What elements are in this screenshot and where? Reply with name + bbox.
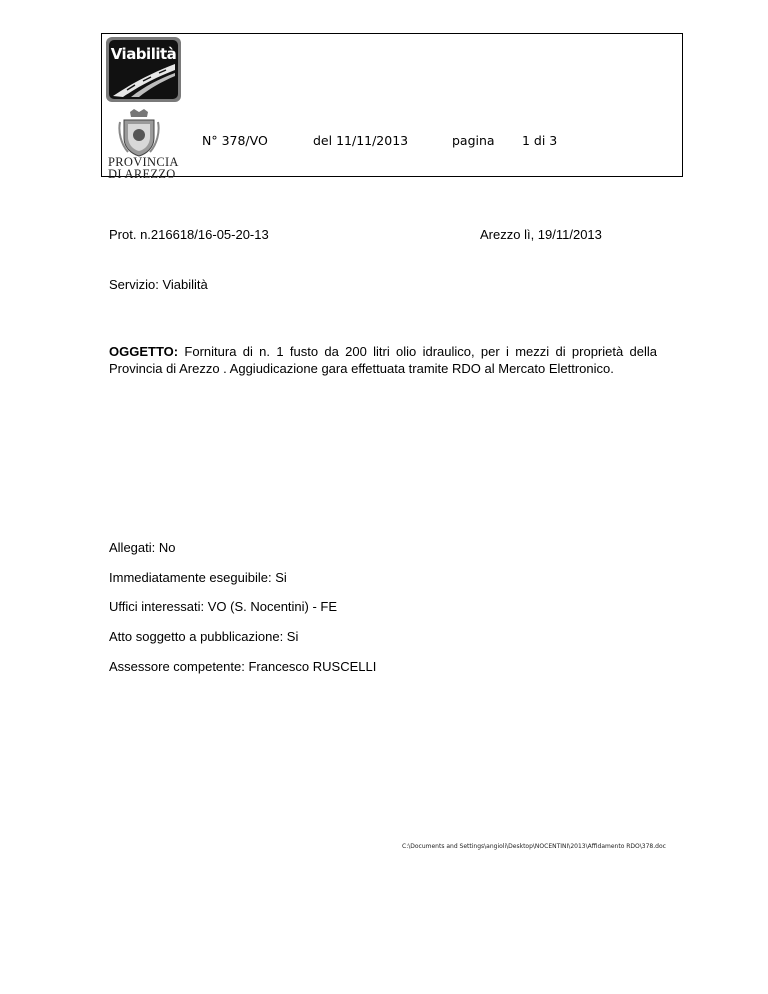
- header-box: [101, 33, 683, 177]
- subject-text: Fornitura di n. 1 fusto da 200 litri olio idraulico, per i mezzi di proprietà della Provincia di Arezzo . Aggiudicazione gara effettuata tramite RDO al Mercato Elettronico.: [109, 344, 657, 376]
- file-path: C:\Documents and Settings\angioli\Desktop\NOCENTINI\2013\Affidamento RDO\378.doc: [402, 843, 666, 850]
- subject-label: OGGETTO:: [109, 344, 179, 359]
- publication-line: Atto soggetto a pubblicazione: Si: [109, 629, 299, 644]
- page-label: pagina: [452, 133, 495, 148]
- protocol-number: Prot. n.216618/16-05-20-13: [109, 227, 269, 242]
- province-line-1: PROVINCIA: [108, 155, 179, 169]
- page-number: 1 di 3: [522, 133, 558, 148]
- road-icon: [109, 40, 178, 99]
- province-line-2: DI AREZZO: [108, 167, 176, 181]
- document-date: del 11/11/2013: [313, 133, 409, 148]
- provincia-crest-icon: [118, 108, 160, 158]
- logo-text: Viabilità: [110, 45, 177, 63]
- immediate-line: Immediatamente eseguibile: Si: [109, 570, 287, 585]
- viabilita-logo: [106, 37, 181, 102]
- place-date: Arezzo lì, 19/11/2013: [480, 227, 602, 242]
- document-number: N° 378/VO: [202, 133, 268, 148]
- province-name: [108, 156, 186, 180]
- service-line: Servizio: Viabilità: [109, 277, 208, 292]
- offices-line: Uffici interessati: VO (S. Nocentini) - FE: [109, 599, 338, 614]
- attachments-line: Allegati: No: [109, 540, 176, 555]
- assessor-line: Assessore competente: Francesco RUSCELLI: [109, 659, 377, 674]
- subject-paragraph: [109, 343, 657, 377]
